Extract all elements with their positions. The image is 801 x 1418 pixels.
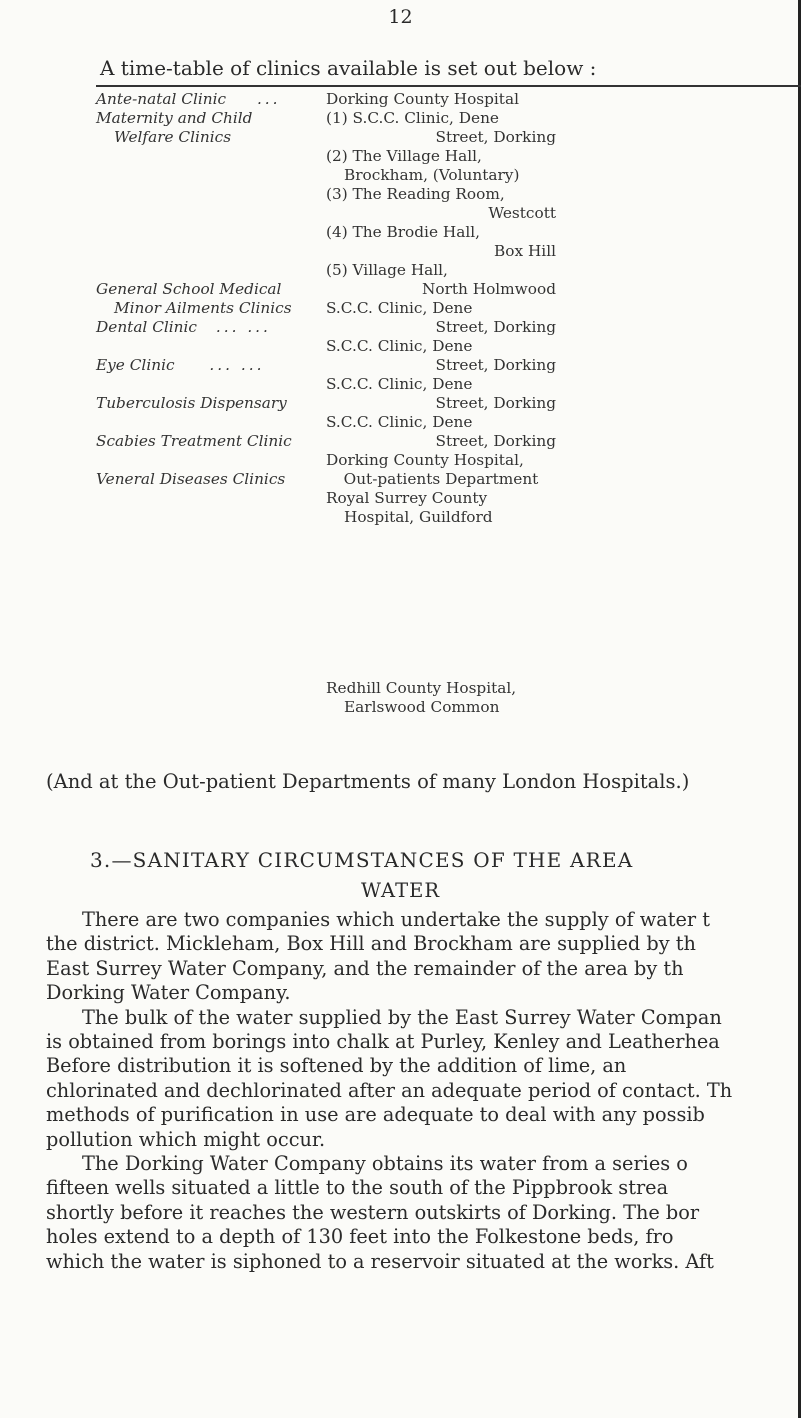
location-line: (4) The Brodie Hall, bbox=[326, 223, 480, 241]
paragraph-line: Before distribution it is softened by the addition of lime, an bbox=[46, 1054, 627, 1078]
paragraph-line: is obtained from borings into chalk at Purley, Kenley and Leatherhea bbox=[46, 1030, 720, 1054]
paragraph-line: East Surrey Water Company, and the remainder of the area by th bbox=[46, 956, 684, 980]
paragraph-line: Dorking Water Company. bbox=[46, 981, 291, 1005]
location-line: Dorking County Hospital bbox=[326, 90, 519, 108]
clinic-name: Minor Ailments Clinics bbox=[114, 299, 292, 317]
paragraph-line: fifteen wells situated a little to the south of the Pippbrook strea bbox=[46, 1176, 669, 1200]
location-line: Street, Dorking bbox=[435, 394, 556, 412]
location-line: (3) The Reading Room, bbox=[326, 185, 505, 203]
location-line: Brockham, (Voluntary) bbox=[344, 166, 520, 184]
location-line: Street, Dorking bbox=[435, 318, 556, 336]
location-line: (2) The Village Hall, bbox=[326, 147, 482, 165]
location-line: Street, Dorking bbox=[435, 432, 556, 450]
clinic-name: Veneral Diseases Clinics bbox=[96, 470, 286, 488]
clinic-name: Ante-natal Clinic ... bbox=[96, 90, 281, 108]
location-line: (5) Village Hall, bbox=[326, 261, 448, 279]
location-line: Westcott bbox=[488, 204, 556, 222]
paragraph-line: holes extend to a depth of 130 feet into the Folkestone beds, fro bbox=[46, 1225, 674, 1249]
location-line: S.C.C. Clinic, Dene bbox=[326, 299, 473, 317]
paragraph-line: pollution which might occur. bbox=[46, 1127, 326, 1151]
location-line: Out-patients Department bbox=[343, 470, 539, 488]
paragraph-line: shortly before it reaches the western outskirts of Dorking. The bor bbox=[46, 1200, 700, 1224]
location-line: Dorking County Hospital, bbox=[326, 451, 524, 469]
paragraph-line: There are two companies which undertake the supply of water t bbox=[82, 908, 710, 931]
paragraph-line: The bulk of the water supplied by the East Surrey Water Compan bbox=[82, 1005, 722, 1029]
paragraph-line: which the water is siphoned to a reservoir situated at the works. Aft bbox=[46, 1249, 714, 1273]
location-line: Box Hill bbox=[494, 242, 556, 260]
clinic-name: Tuberculosis Dispensary bbox=[96, 394, 287, 412]
clinic-name: Scabies Treatment Clinic bbox=[96, 432, 292, 450]
location-line: Street, Dorking bbox=[435, 128, 556, 146]
location-line: Hospital, Guildford bbox=[344, 508, 493, 526]
footnote: (And at the Out-patient Departments of many London Hospitals.) bbox=[46, 770, 690, 793]
location-line: S.C.C. Clinic, Dene bbox=[326, 413, 473, 431]
location-line: Street, Dorking bbox=[435, 356, 556, 374]
clinic-name: General School Medical bbox=[96, 280, 282, 298]
clinic-name: Eye Clinic ... ... bbox=[96, 356, 265, 374]
subheading-water: WATER bbox=[360, 879, 440, 902]
clinic-name: Maternity and Child bbox=[96, 109, 253, 127]
paragraph-line: The Dorking Water Company obtains its water from a series o bbox=[82, 1152, 688, 1176]
location-line: North Holmwood bbox=[421, 280, 556, 298]
water-paragraphs bbox=[46, 908, 801, 1274]
location-line: Earlswood Common bbox=[344, 698, 500, 716]
table-top-rule bbox=[96, 85, 801, 87]
paragraph-line: chlorinated and dechlorinated after an adequate period of contact. Th bbox=[46, 1078, 733, 1102]
clinic-name: Welfare Clinics bbox=[114, 128, 232, 146]
location-line: S.C.C. Clinic, Dene bbox=[326, 337, 473, 355]
location-line: Royal Surrey County bbox=[326, 489, 488, 507]
section-heading: 3.—SANITARY CIRCUMSTANCES OF THE AREA bbox=[90, 848, 634, 872]
intro-text: A time-table of clinics available is set out below : bbox=[100, 56, 597, 80]
paragraph-line: methods of purification in use are adequate to deal with any possib bbox=[46, 1103, 705, 1127]
location-line: (1) S.C.C. Clinic, Dene bbox=[326, 109, 499, 127]
paragraph-line: the district. Mickleham, Box Hill and Brockham are supplied by th bbox=[46, 932, 696, 956]
location-line: S.C.C. Clinic, Dene bbox=[326, 375, 473, 393]
clinic-name: Dental Clinic ... ... bbox=[96, 318, 271, 336]
page-number: 12 bbox=[388, 6, 413, 28]
location-line: Redhill County Hospital, bbox=[326, 679, 517, 697]
